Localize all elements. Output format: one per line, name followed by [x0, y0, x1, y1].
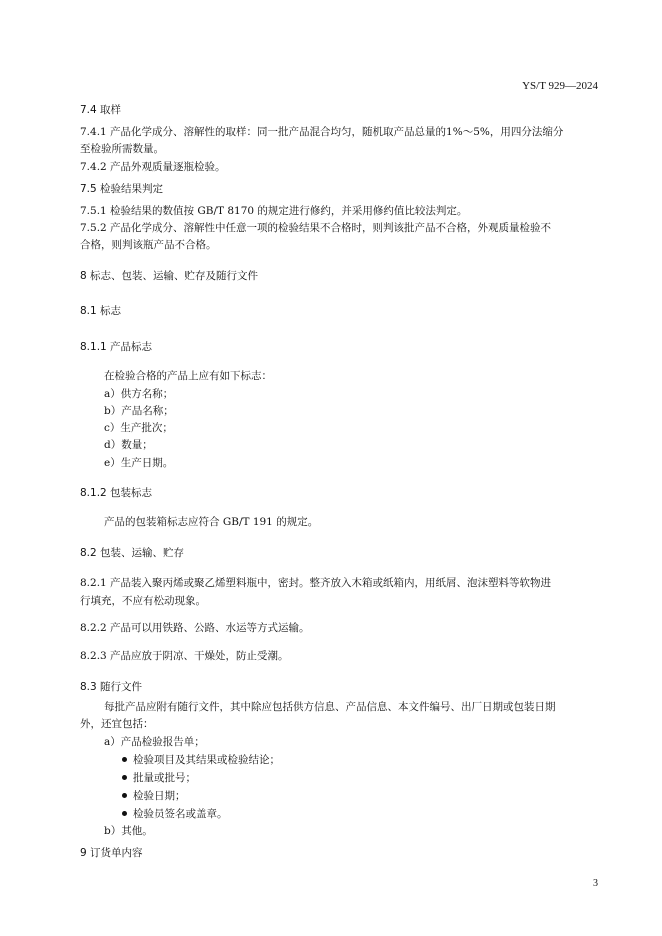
bullet-text: 检验日期；: [133, 790, 186, 802]
para-7-4-1-line2: 至检验所需数量。: [80, 143, 164, 155]
para-7-5-2-line2: 合格，则判该瓶产品不合格。: [80, 239, 217, 251]
bullet-text: 检验项目及其结果或检验结论；: [133, 754, 280, 766]
bullet-icon: [122, 775, 127, 780]
bullet-item: [122, 806, 228, 823]
list-item: b）产品名称；: [104, 405, 174, 417]
bullet-text: 批量或批号；: [133, 772, 196, 784]
document-id: YS/T 929—2024: [522, 80, 598, 92]
heading-8: 8 标志、包装、运输、贮存及随行文件: [80, 270, 259, 282]
para-8-1-1-intro: 在检验合格的产品上应有如下标志：: [104, 370, 272, 382]
para-8-3-line1: 每批产品应附有随行文件，其中除应包括供方信息、产品信息、本文件编号、出厂日期或包装日期: [104, 701, 556, 713]
para-8-2-3: 8.2.3 产品应放于阴凉、干燥处，防止受潮。: [80, 650, 289, 662]
bullet-item: [122, 752, 280, 769]
list-item: d）数量；: [104, 439, 153, 451]
heading-8-1-1: 8.1.1 产品标志: [80, 341, 153, 353]
heading-8-1-2: 8.1.2 包装标志: [80, 487, 153, 499]
list-item: b）其他。: [104, 825, 153, 837]
heading-8-3: 8.3 随行文件: [80, 681, 143, 693]
list-item: e）生产日期。: [104, 457, 174, 469]
heading-8-1: 8.1 标志: [80, 305, 122, 317]
page-number: 3: [593, 878, 598, 889]
para-7-5-2-line1: 7.5.2 产品化学成分、溶解性中任意一项的检验结果不合格时，则判该批产品不合格，外观质量检验不: [80, 222, 552, 234]
list-item: a）供方名称；: [104, 388, 174, 400]
para-8-1-2: 产品的包装箱标志应符合 GB/T 191 的规定。: [104, 516, 319, 528]
list-item: a）产品检验报告单；: [104, 736, 205, 748]
para-8-2-2: 8.2.2 产品可以用铁路、公路、水运等方式运输。: [80, 622, 310, 634]
heading-7-4: 7.4 取样: [80, 104, 122, 116]
bullet-icon: [122, 811, 127, 816]
para-7-4-1-line1: 7.4.1 产品化学成分、溶解性的取样：同一批产品混合均匀，随机取产品总量的1%～5%，用四分法缩分: [80, 126, 564, 138]
bullet-icon: [122, 793, 127, 798]
heading-7-5: 7.5 检验结果判定: [80, 183, 164, 195]
bullet-item: [122, 770, 196, 787]
para-7-5-1: 7.5.1 检验结果的数值按 GB/T 8170 的规定进行修约，并采用修约值比较法判定。: [80, 205, 468, 217]
bullet-text: 检验员签名或盖章。: [133, 808, 228, 820]
para-8-2-1-line1: 8.2.1 产品装入聚丙烯或聚乙烯塑料瓶中，密封。整齐放入木箱或纸箱内，用纸屑、泡沫塑料等软物进: [80, 577, 552, 589]
heading-8-2: 8.2 包装、运输、贮存: [80, 547, 185, 559]
bullet-item: [122, 788, 186, 805]
para-8-2-1-line2: 行填充，不应有松动现象。: [80, 595, 206, 607]
para-7-4-2: 7.4.2 产品外观质量逐瓶检验。: [80, 161, 226, 173]
bullet-icon: [122, 757, 127, 762]
heading-9: 9 订货单内容: [80, 847, 143, 859]
list-item: c）生产批次；: [104, 422, 173, 434]
para-8-3-line2: 外，还宜包括：: [80, 718, 154, 730]
